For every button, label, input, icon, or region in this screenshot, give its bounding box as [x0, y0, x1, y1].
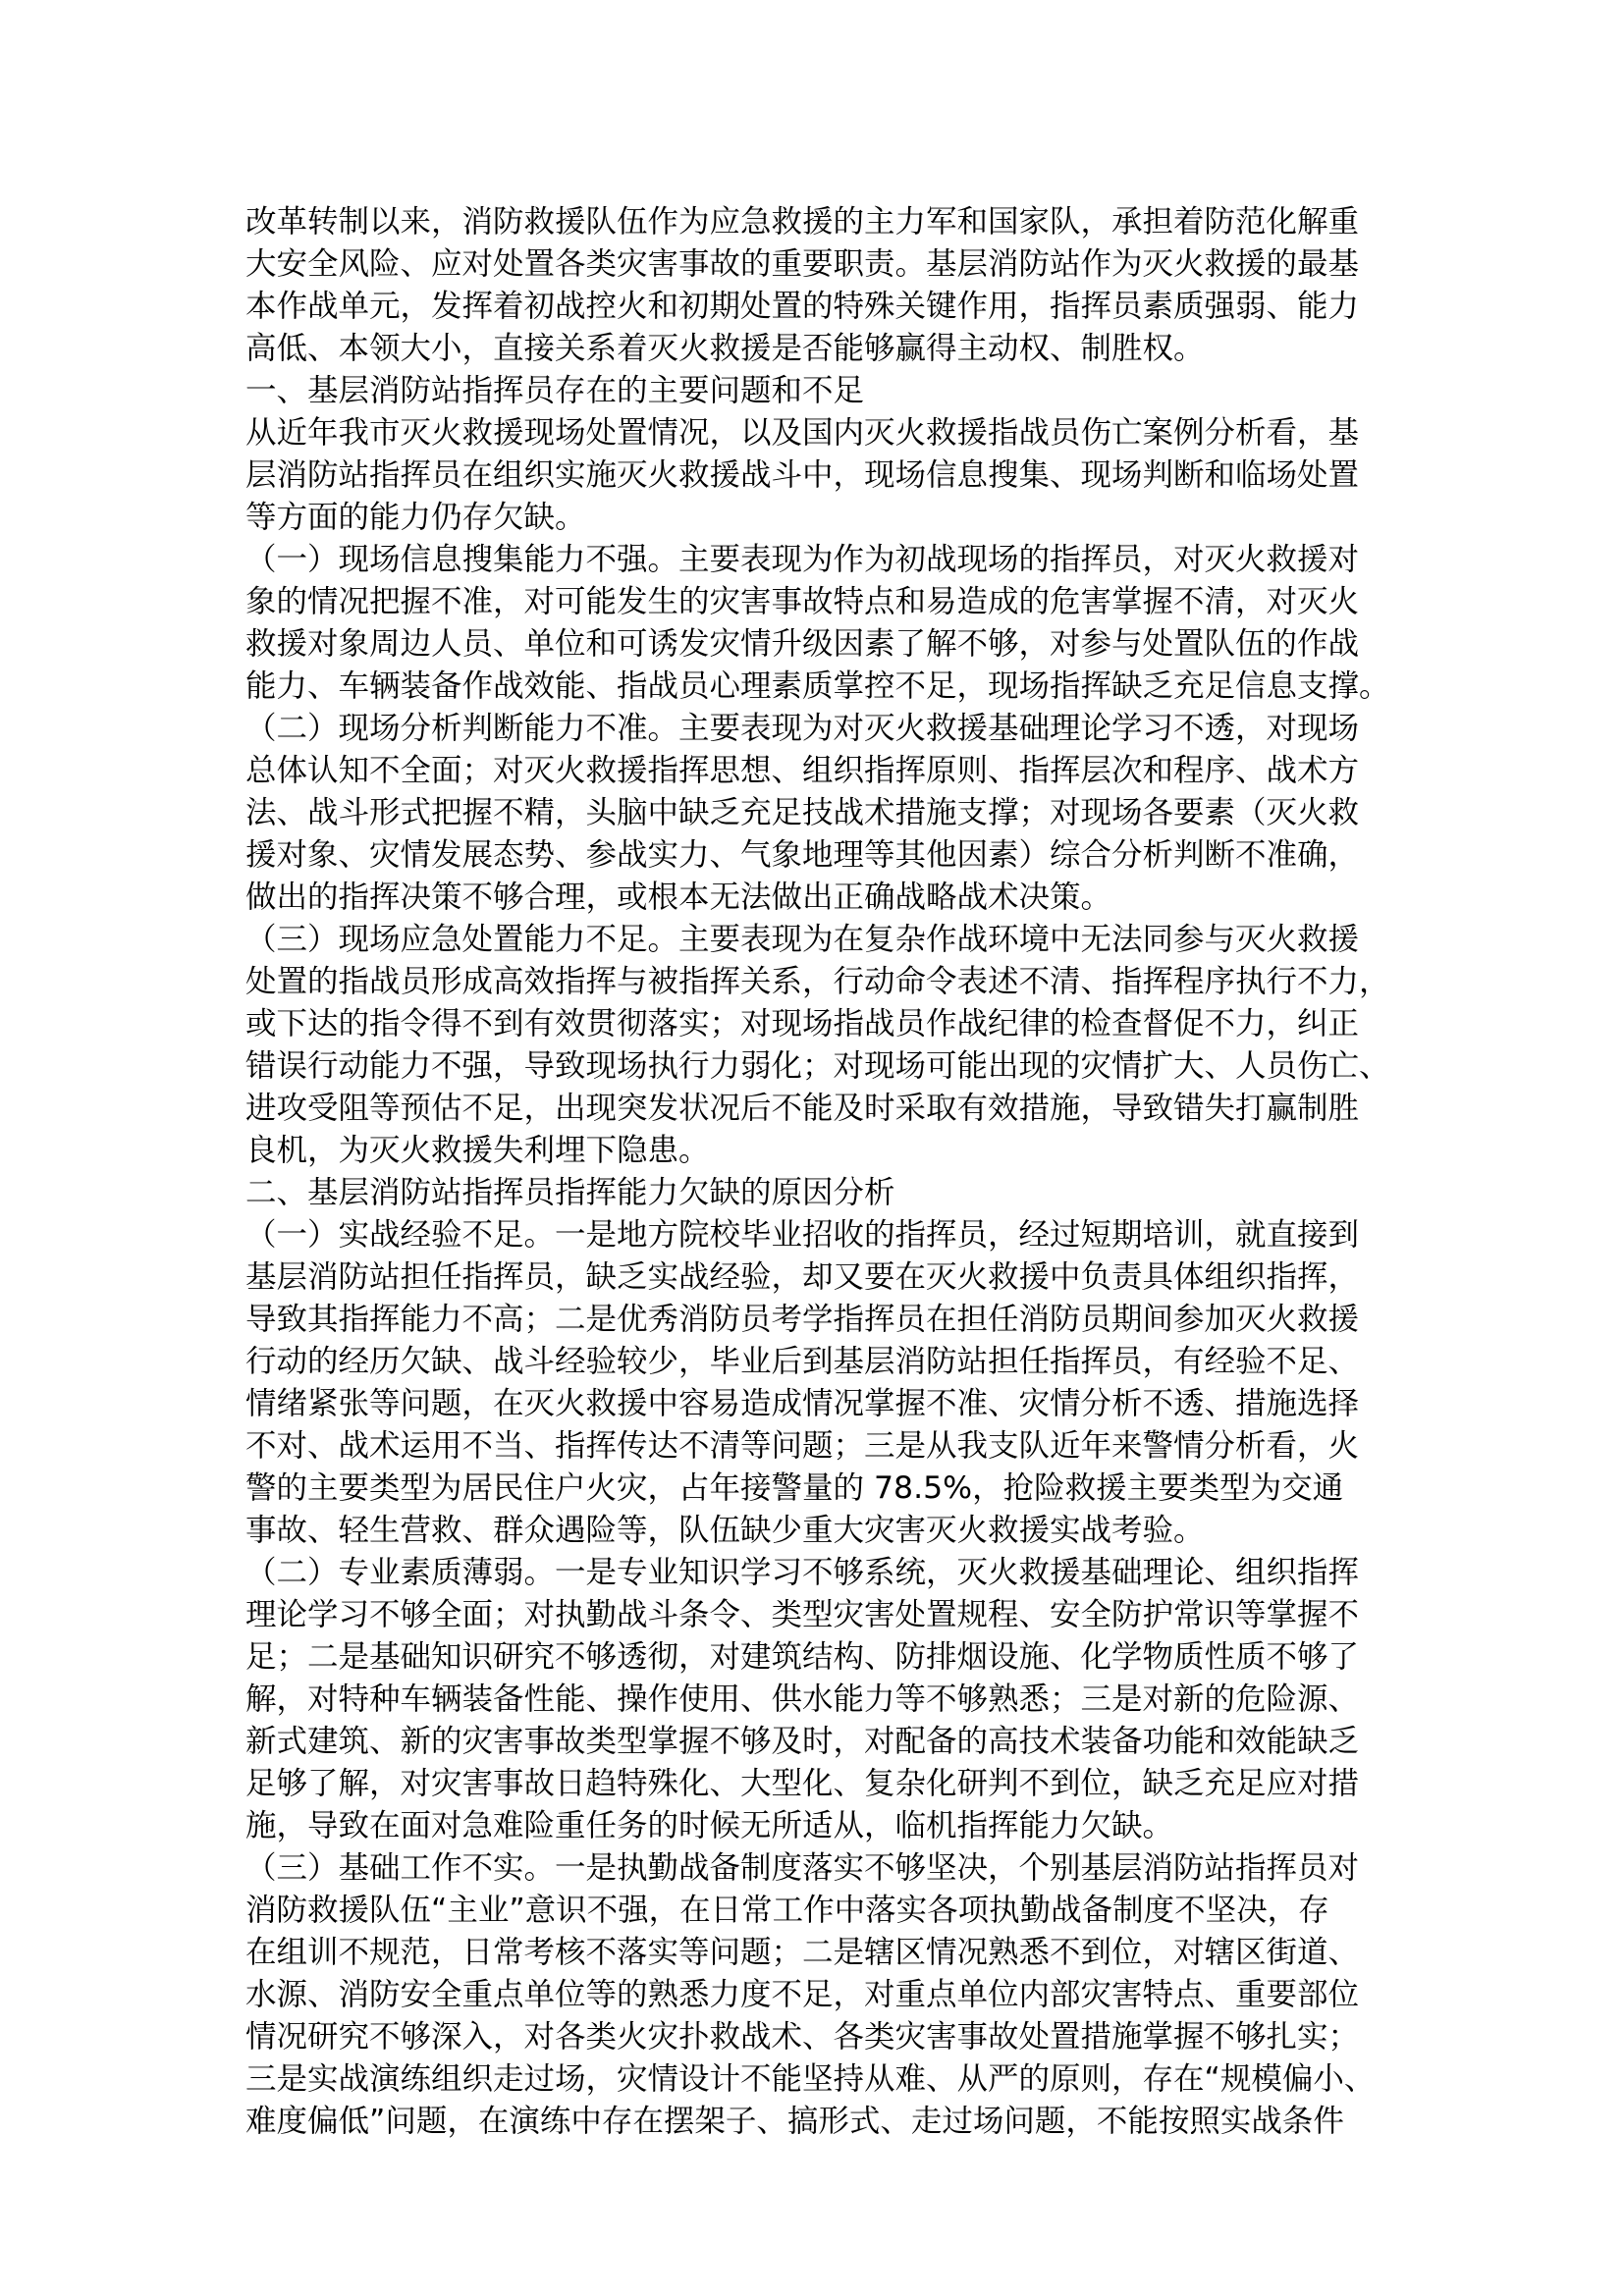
text-line: 导致其指挥能力不高；二是优秀消防员考学指挥员在担任消防员期间参加灭火救援 [245, 1302, 1360, 1337]
text-line: 解，对特种车辆装备性能、操作使用、供水能力等不够熟悉；三是对新的危险源、 [245, 1682, 1360, 1717]
text-line: 理论学习不够全面；对执勤战斗条令、类型灾害处置规程、安全防护常识等掌握不 [245, 1597, 1360, 1632]
text-line: 进攻受阻等预估不足，出现突发状况后不能及时采取有效措施，导致错失打赢制胜 [245, 1091, 1360, 1126]
text-line: 三是实战演练组织走过场，灾情设计不能坚持从难、从严的原则，存在“规模偏小、 [245, 2061, 1376, 2097]
text-line: 能力、车辆装备作战效能、指战员心理素质掌控不足，现场指挥缺乏充足信息支撑。 [245, 668, 1390, 704]
text-line: 做出的指挥决策不够合理，或根本无法做出正确战略战术决策。 [245, 880, 1112, 915]
text-line: 救援对象周边人员、单位和可诱发灾情升级因素了解不够，对参与处置队伍的作战 [245, 626, 1360, 662]
text-line: 一、基层消防站指挥员存在的主要问题和不足 [245, 373, 865, 408]
text-line: 水源、消防安全重点单位等的熟悉力度不足，对重点单位内部灾害特点、重要部位 [245, 1977, 1360, 2012]
text-line: （二）专业素质薄弱。一是专业知识学习不够系统，灭火救援基础理论、组织指挥 [245, 1555, 1360, 1590]
text-line: （三）现场应急处置能力不足。主要表现为在复杂作战环境中无法同参与灭火救援 [245, 922, 1360, 957]
text-line: 情绪紧张等问题，在灭火救援中容易造成情况掌握不准、灾情分析不透、措施选择 [245, 1386, 1360, 1421]
text-line: （一）实战经验不足。一是地方院校毕业招收的指挥员，经过短期培训，就直接到 [245, 1217, 1360, 1253]
text-line: 不对、战术运用不当、指挥传达不清等问题；三是从我支队近年来警情分析看，火 [245, 1428, 1360, 1464]
text-line: 本作战单元，发挥着初战控火和初期处置的特殊关键作用，指挥员素质强弱、能力 [245, 289, 1360, 324]
text-line: 施，导致在面对急难险重任务的时候无所适从，临机指挥能力欠缺。 [245, 1808, 1174, 1843]
text-line: 法、战斗形式把握不精，头脑中缺乏充足技战术措施支撑；对现场各要素（灭火救 [245, 795, 1360, 830]
text-line: 足够了解，对灾害事故日趋特殊化、大型化、复杂化研判不到位，缺乏充足应对措 [245, 1766, 1360, 1801]
text-line: 事故、轻生营救、群众遇险等，队伍缺少重大灾害灭火救援实战考验。 [245, 1513, 1205, 1548]
text-line: 援对象、灾情发展态势、参战实力、气象地理等其他因素）综合分析判断不准确， [245, 837, 1360, 873]
text-line: 新式建筑、新的灾害事故类型掌握不够及时，对配备的高技术装备功能和效能缺乏 [245, 1724, 1360, 1759]
text-line: 二、基层消防站指挥员指挥能力欠缺的原因分析 [245, 1175, 895, 1210]
text-line: 错误行动能力不强，导致现场执行力弱化；对现场可能出现的灾情扩大、人员伤亡、 [245, 1048, 1390, 1084]
text-line: 警的主要类型为居民住户火灾，占年接警量的 78.5%，抢险救援主要类型为交通 [245, 1470, 1344, 1506]
text-line: 从近年我市灭火救援现场处置情况，以及国内灭火救援指战员伤亡案例分析看，基 [245, 415, 1360, 451]
text-line: 行动的经历欠缺、战斗经验较少，毕业后到基层消防站担任指挥员，有经验不足、 [245, 1344, 1360, 1379]
text-line: 总体认知不全面；对灭火救援指挥思想、组织指挥原则、指挥层次和程序、战术方 [245, 753, 1360, 788]
document-page [245, 201, 1394, 2143]
text-line: 消防救援队伍“主业”意识不强，在日常工作中落实各项执勤战备制度不坚决，存 [245, 1893, 1329, 1928]
text-line: （三）基础工作不实。一是执勤战备制度落实不够坚决，个别基层消防站指挥员对 [245, 1850, 1360, 1886]
text-line: 足；二是基础知识研究不够透彻，对建筑结构、防排烟设施、化学物质性质不够了 [245, 1639, 1360, 1675]
text-line: 处置的指战员形成高效指挥与被指挥关系，行动命令表述不清、指挥程序执行不力， [245, 964, 1390, 999]
text-line: 难度偏低”问题，在演练中存在摆架子、搞形式、走过场问题，不能按照实战条件 [245, 2104, 1344, 2139]
text-line: （二）现场分析判断能力不准。主要表现为对灭火救援基础理论学习不透，对现场 [245, 711, 1360, 746]
text-line: 在组训不规范，日常考核不落实等问题；二是辖区情况熟悉不到位，对辖区街道、 [245, 1935, 1360, 1970]
text-line: 层消防站指挥员在组织实施灭火救援战斗中，现场信息搜集、现场判断和临场处置 [245, 457, 1360, 493]
text-line: 大安全风险、应对处置各类灾害事故的重要职责。基层消防站作为灭火救援的最基 [245, 246, 1360, 282]
text-line: 良机，为灭火救援失利埋下隐患。 [245, 1133, 710, 1168]
text-line: 高低、本领大小，直接关系着灭火救援是否能够赢得主动权、制胜权。 [245, 331, 1205, 366]
text-line: 改革转制以来，消防救援队伍作为应急救援的主力军和国家队，承担着防范化解重 [245, 204, 1360, 240]
text-line: 或下达的指令得不到有效贯彻落实；对现场指战员作战纪律的检查督促不力，纠正 [245, 1006, 1360, 1041]
text-line: 象的情况把握不准，对可能发生的灾害事故特点和易造成的危害掌握不清，对灭火 [245, 584, 1360, 619]
text-line: （一）现场信息搜集能力不强。主要表现为作为初战现场的指挥员，对灭火救援对 [245, 542, 1360, 577]
text-line: 情况研究不够深入，对各类火灾扑救战术、各类灾害事故处置措施掌握不够扎实； [245, 2019, 1360, 2055]
text-line: 等方面的能力仍存欠缺。 [245, 500, 586, 535]
text-line: 基层消防站担任指挥员，缺乏实战经验，却又要在灭火救援中负责具体组织指挥， [245, 1259, 1360, 1295]
